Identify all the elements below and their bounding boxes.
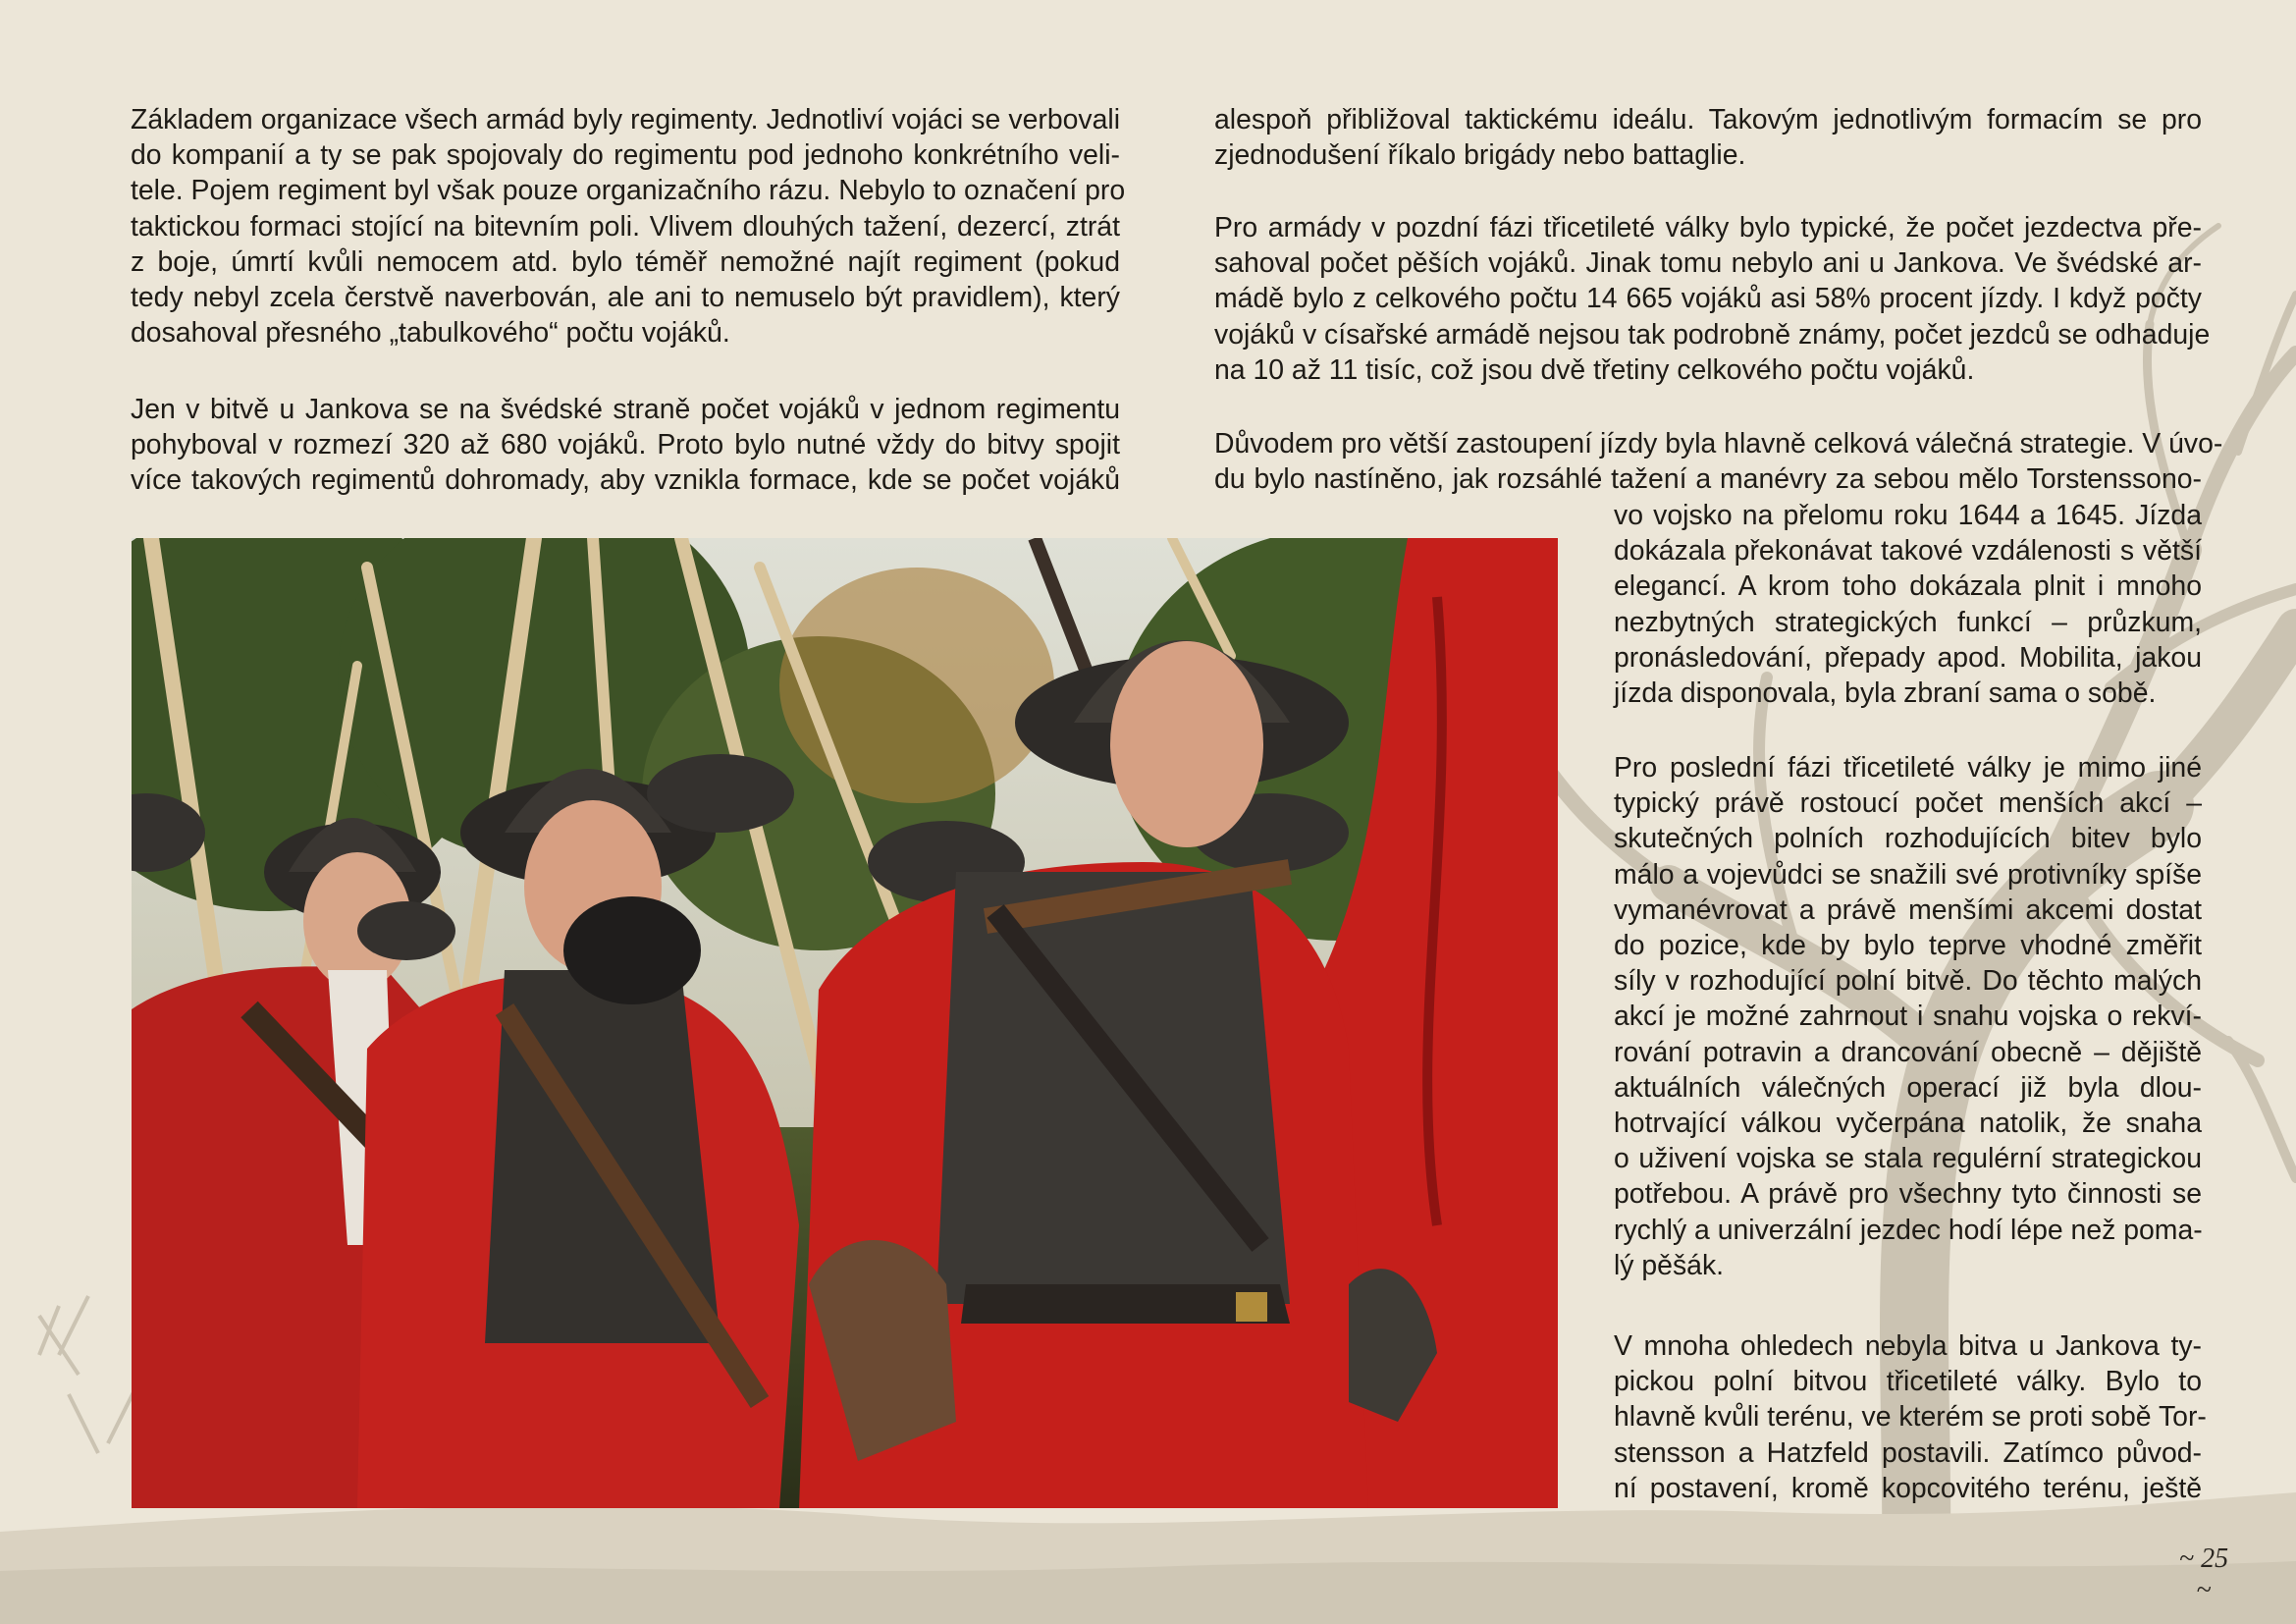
text-line: typický právě rostoucí počet menších akcí – (1614, 787, 2202, 820)
text-line: rování potravin a drancování obecně – dějiště (1614, 1036, 2202, 1068)
text-line: ní postavení, kromě kopcovitého terénu, ještě (1614, 1472, 2202, 1504)
text-line: málo a vojevůdci se snažili své protivníky spíše (1614, 858, 2202, 891)
text-line: alespoň přibližoval taktickému ideálu. Takovým jednotlivým formacím se pro (1214, 104, 2202, 135)
text-line: akcí je možné zahrnout i snahu vojska o rekví- (1614, 1001, 2202, 1033)
page-number: ~ 25 ~ (2178, 1543, 2229, 1605)
text-line: do kompanií a ty se pak spojovaly do regimentu pod jednoho konkrétního veli- (131, 139, 1120, 172)
right-paragraph-2 (1214, 210, 2211, 388)
text-line: elegancí. A krom toho dokázala plnit i mnoho (1614, 570, 2202, 603)
text-line: vo vojsko na přelomu roku 1644 a 1645. Jízda (1614, 500, 2202, 531)
text-line: síly v rozhodující polní bitvě. Do těchto malých (1614, 965, 2202, 998)
text-line: více takových regimentů dohromady, aby vznikla formace, kde se počet vojáků (131, 464, 1120, 497)
text-line: taktickou formaci stojící na bitevním poli. Vlivem dlouhých tažení, dezercí, ztrát (131, 210, 1120, 243)
text-line: tele. Pojem regiment byl však pouze organizačního rázu. Nebylo to označení pro (131, 175, 1126, 207)
text-line: Základem organizace všech armád byly regimenty. Jednotliví vojáci se verbovali (131, 104, 1120, 135)
text-line: mádě bylo z celkového počtu 14 665 vojáků asi 58% procent jízdy. I když počty (1214, 283, 2202, 315)
text-line: pohyboval v rozmezí 320 až 680 vojáků. Proto bylo nutné vždy do bitvy spojit (131, 429, 1120, 461)
text-line: nezbytných strategických funkcí – průzkum, (1614, 606, 2202, 638)
text-line: hotrvající válkou vyčerpána natolik, že snaha (1614, 1108, 2202, 1140)
text-line: V mnoha ohledech nebyla bitva u Jankova ty- (1614, 1330, 2202, 1362)
text-line: dosahoval přesného „tabulkového“ počtu vojáků. (131, 317, 730, 350)
text-line: rychlý a univerzální jezdec hodí lépe než poma- (1614, 1214, 2203, 1246)
text-line: du bylo nastíněno, jak rozsáhlé tažení a manévry za sebou mělo Torstenssono- (1214, 463, 2202, 496)
text-line: o uživení vojska se stala regulérní strategickou (1614, 1143, 2202, 1175)
soldiers-illustration (132, 538, 1558, 1508)
text-line: vojáků v císařské armádě nejsou tak podrobně známy, počet jezdců se odhaduje (1214, 318, 2211, 351)
text-line: pickou polní bitvou třicetileté války. Bylo to (1614, 1366, 2202, 1398)
text-line: lý pěšák. (1614, 1249, 1725, 1281)
text-line: vymanévrovat a právě menšími akcemi dostat (1614, 893, 2202, 926)
right-paragraph-1 (1214, 102, 2202, 173)
right-paragraph-3-wide (1214, 426, 2223, 497)
text-line: Pro armády v pozdní fázi třicetileté války bylo typické, že počet jezdectva pře- (1214, 212, 2202, 244)
text-line: pronásledování, přepady apod. Mobilita, jakou (1614, 641, 2202, 674)
text-line: dokázala překonávat takové vzdálenosti s větší (1614, 535, 2202, 568)
right-paragraph-3-narrow (1614, 498, 2202, 711)
text-line: hlavně kvůli terénu, ve kterém se proti sobě Tor- (1614, 1401, 2207, 1434)
text-line: aktuálních válečných operací již byla dlou- (1614, 1071, 2202, 1104)
right-paragraph-5 (1614, 1328, 2207, 1506)
text-line: potřebou. A právě pro všechny tyto činnosti se (1614, 1178, 2202, 1211)
left-paragraph-2 (131, 392, 1120, 499)
text-line: zjednodušení říkalo brigády nebo battaglie. (1214, 139, 1746, 172)
right-paragraph-4 (1614, 750, 2202, 1283)
text-line: z boje, úmrtí kvůli nemocem atd. bylo téměř nemožné najít regiment (pokud (131, 245, 1120, 278)
text-line: jízda disponovala, byla zbraní sama o sobě. (1614, 677, 2157, 710)
text-line: Jen v bitvě u Jankova se na švédské straně počet vojáků v jednom regimentu (131, 394, 1120, 425)
left-paragraph-1 (131, 102, 1126, 351)
text-line: stensson a Hatzfeld postavili. Zatímco původ- (1614, 1436, 2202, 1469)
text-line: do pozice, kde by bylo teprve vhodné změřit (1614, 930, 2202, 962)
reenactors-photo (132, 538, 1558, 1508)
text-line: na 10 až 11 tisíc, což jsou dvě třetiny celkového počtu vojáků. (1214, 353, 1975, 386)
text-line: Důvodem pro větší zastoupení jízdy byla hlavně celková válečná strategie. V úvo- (1214, 428, 2223, 460)
text-line: Pro poslední fázi třicetileté války je mimo jiné (1614, 752, 2202, 784)
text-line: skutečných polních rozhodujících bitev bylo (1614, 823, 2202, 855)
text-line: tedy nebyl zcela čerstvě naverbován, ale ani to nemuselo být pravidlem), který (131, 282, 1120, 314)
text-line: sahoval počet pěších vojáků. Jinak tomu nebylo ani u Jankova. Ve švédské ar- (1214, 247, 2202, 280)
